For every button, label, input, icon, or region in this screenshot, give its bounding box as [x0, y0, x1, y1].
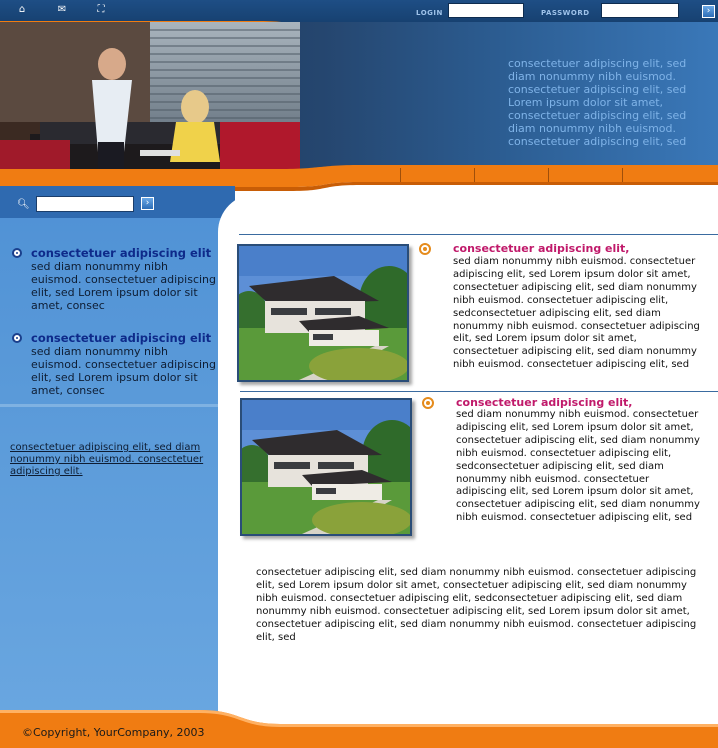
bullet-icon	[12, 333, 22, 343]
login-label: LOGIN	[416, 9, 443, 17]
login-input[interactable]	[448, 3, 524, 18]
content-divider	[240, 391, 718, 392]
sidebar-link[interactable]: consectetuer adipiscing elit, sed diam nonummy nibh euismod. consectetuer adipiscing elit.	[10, 442, 204, 477]
password-label: PASSWORD	[541, 9, 590, 17]
header-banner	[0, 22, 718, 180]
sidebar-item-title[interactable]: consectetuer adipiscing elit	[31, 331, 212, 345]
content-divider	[239, 234, 718, 235]
article-body: sed diam nonummy nibh euismod. consectetuer adipiscing elit, sed Lorem ipsum dolor sit amet, consectetuer adipiscing elit, sed diam nonummy nibh euismod. consectetuer adipiscing elit, sedconsectetuer adipiscing elit, sed diam nonummy nibh euismod. consectetuer adipiscing elit, sed Lorem ipsum dolor sit amet, consectetuer adipiscing elit, sed diam nonummy nibh euismod. consectetuer adipiscing elit, sed	[456, 409, 700, 524]
article-bullet-icon	[419, 243, 431, 255]
nav-tab-2[interactable]	[476, 170, 548, 182]
search-go-button[interactable]: ›	[141, 197, 154, 210]
nav-separator	[548, 168, 549, 182]
office-meeting-photo	[0, 22, 300, 180]
nav-tab-4[interactable]	[624, 170, 696, 182]
nav-separator	[400, 168, 401, 182]
nav-tab-3[interactable]	[550, 170, 622, 182]
password-input[interactable]	[601, 3, 679, 18]
sidebar-news-item	[12, 246, 217, 312]
header-tagline: consectetuer adipiscing elit, sed diam nonummy nibh euismod. consectetuer adipiscing elit, sed Lorem ipsum dolor sit amet, consectetuer adipiscing elit, sed diam nonummy nibh euismod. consectetuer adipiscing elit, sed	[508, 57, 687, 148]
nav-tab-1[interactable]	[402, 170, 474, 182]
sidebar-item-body: sed diam nonummy nibh euismod. consectetuer adipiscing elit, sed Lorem ipsum dolor sit amet, consec	[31, 345, 217, 397]
house-photo	[240, 398, 412, 536]
sidebar-item-title[interactable]: consectetuer adipiscing elit	[31, 246, 212, 260]
bullet-icon	[12, 248, 22, 258]
sidebar-item-body: sed diam nonummy nibh euismod. consectetuer adipiscing elit, sed Lorem ipsum dolor sit amet, consec	[31, 260, 217, 312]
search-input[interactable]	[36, 196, 134, 212]
bottom-paragraph: consectetuer adipiscing elit, sed diam nonummy nibh euismod. consectetuer adipiscing elit, sed Lorem ipsum dolor sit amet, consectetuer adipiscing elit, sed diam nonummy nibh euismod. consectetuer adipiscing elit, sedconsectetuer adipiscing elit, sed diam nonummy nibh euismod. consectetuer adipiscing elit, sed Lorem ipsum dolor sit amet, consectetuer adipiscing elit, sed diam nonummy nibh euismod. consectetuer adipiscing elit, sed	[256, 567, 697, 643]
article-bullet-icon	[422, 397, 434, 409]
sitemap-icon[interactable]: ⛶	[97, 4, 105, 15]
nav-separator	[622, 168, 623, 182]
sidebar-divider	[0, 404, 235, 407]
home-icon[interactable]: ⌂	[18, 4, 26, 15]
article-title[interactable]: consectetuer adipiscing elit,	[453, 242, 630, 255]
login-go-button[interactable]: ›	[702, 5, 715, 18]
search-icon: 🔍︎	[17, 199, 30, 210]
copyright-text: ©Copyright, YourCompany, 2003	[22, 726, 205, 739]
article-title[interactable]: consectetuer adipiscing elit,	[456, 396, 633, 409]
sidebar-news-item	[12, 331, 217, 397]
nav-separator	[474, 168, 475, 182]
article-body: sed diam nonummy nibh euismod. consectetuer adipiscing elit, sed Lorem ipsum dolor sit amet, consectetuer adipiscing elit, sed diam nonummy nibh euismod. consectetuer adipiscing elit, sedconsectetuer adipiscing elit, sed diam nonummy nibh euismod. consectetuer adipiscing elit, sed Lorem ipsum dolor sit amet, consectetuer adipiscing elit, sed diam nonummy nibh euismod. consectetuer adipiscing elit, sed	[453, 256, 700, 371]
mail-icon[interactable]: ✉	[57, 4, 67, 15]
house-photo	[237, 244, 409, 382]
